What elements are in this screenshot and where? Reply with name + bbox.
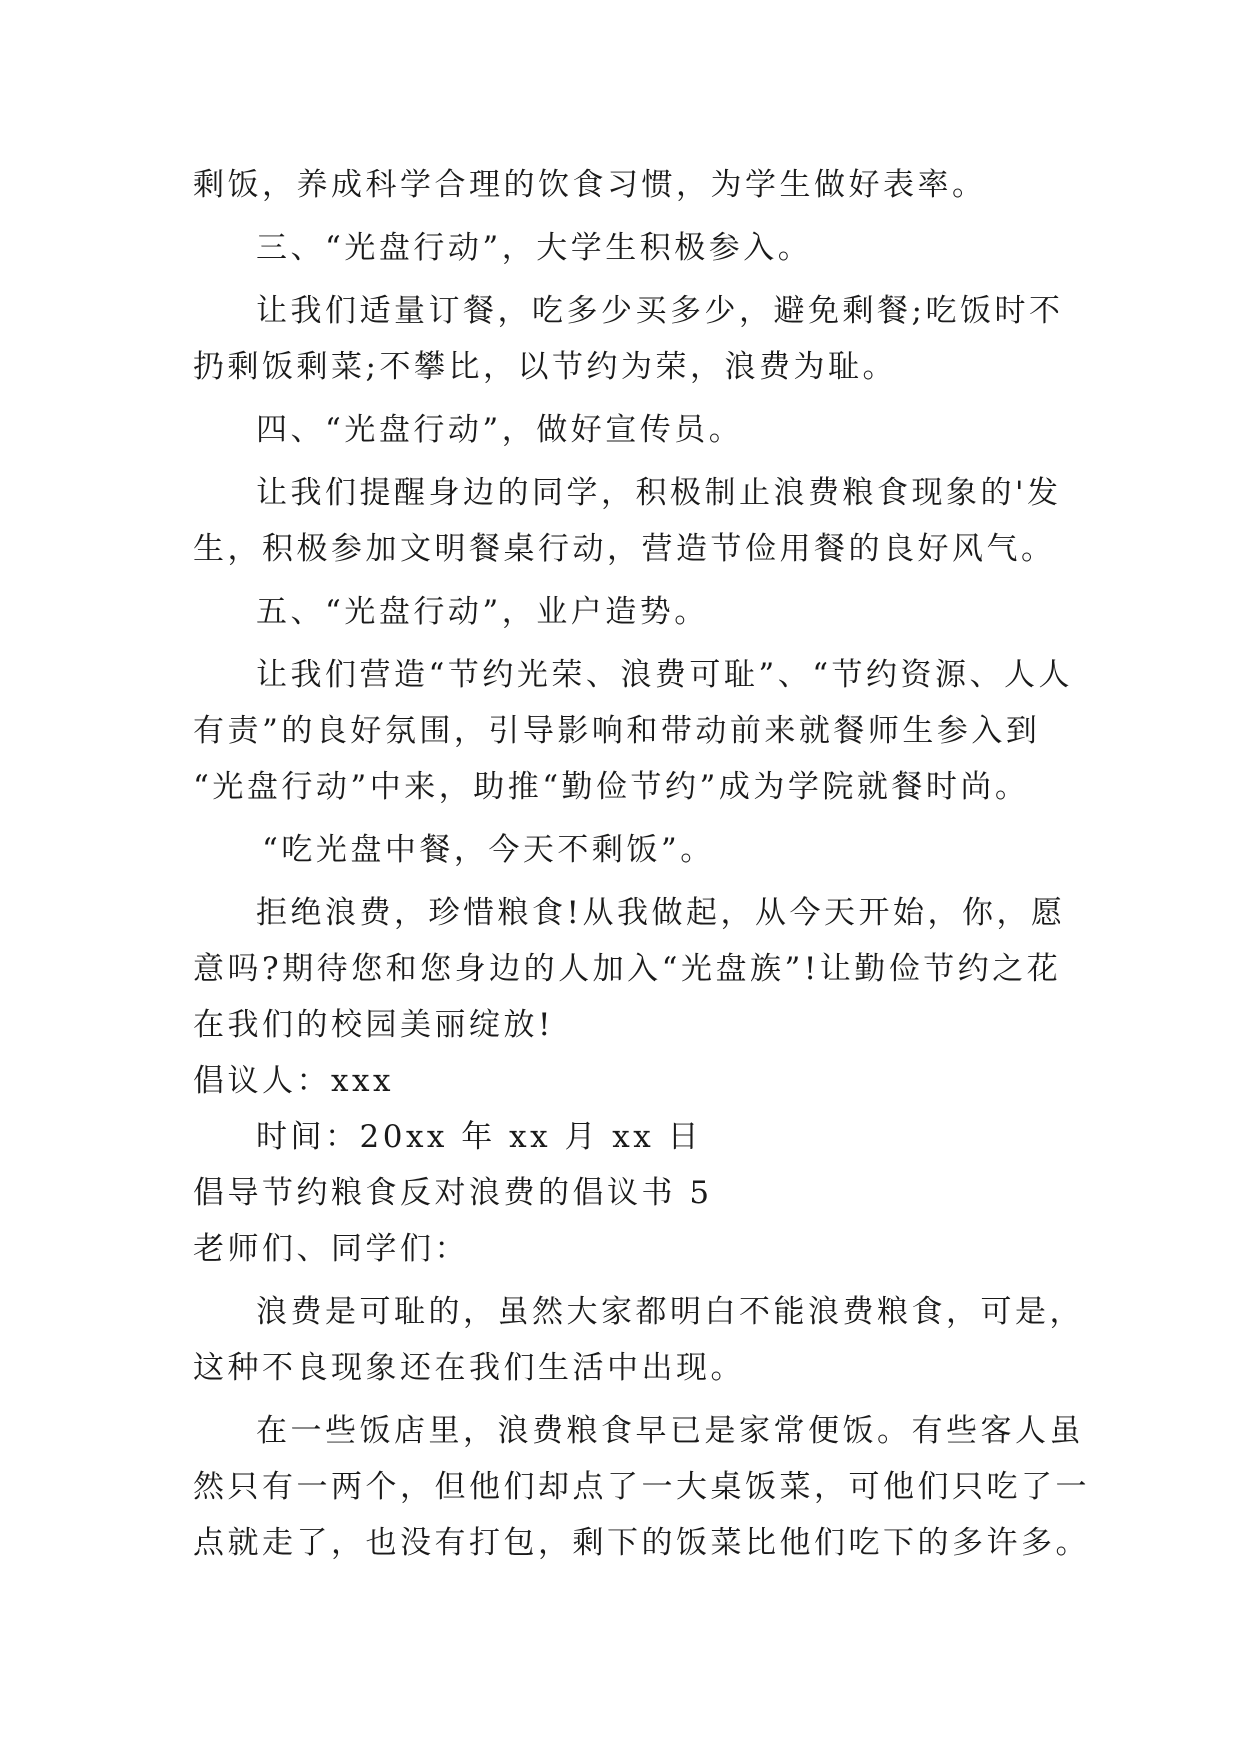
paragraph-line: “光盘行动”中来，助推“勤俭节约”成为学院就餐时尚。 — [193, 769, 1030, 805]
date-line: 时间：20xx 年 xx 月 xx 日 — [256, 1119, 703, 1155]
paragraph-line: 意吗?期待您和您身边的人加入“光盘族”!让勤俭节约之花 — [193, 951, 1062, 987]
paragraph-line: 扔剩饭剩菜;不攀比，以节约为荣，浪费为耻。 — [193, 349, 897, 385]
salutation: 老师们、同学们： — [193, 1231, 469, 1267]
section-heading: 三、“光盘行动”，大学生积极参入。 — [256, 230, 813, 266]
slogan-line: “吃光盘中餐，今天不剩饭”。 — [262, 832, 715, 868]
paragraph-line: 在一些饭店里，浪费粮食早已是家常便饭。有些客人虽 — [256, 1413, 1084, 1449]
paragraph-line: 点就走了，也没有打包，剩下的饭菜比他们吃下的多许多。 — [193, 1525, 1090, 1561]
paragraph-line: 生，积极参加文明餐桌行动，营造节俭用餐的良好风气。 — [193, 531, 1056, 567]
paragraph-line: 剩饭，养成科学合理的饮食习惯，为学生做好表率。 — [193, 167, 987, 203]
paragraph-line: 让我们提醒身边的同学，积极制止浪费粮食现象的'发 — [256, 475, 1062, 511]
paragraph-line: 拒绝浪费，珍惜粮食!从我做起，从今天开始，你，愿 — [256, 895, 1066, 931]
paragraph-line: 有责”的良好氛围，引导影响和带动前来就餐师生参入到 — [193, 713, 1041, 749]
section-heading: 五、“光盘行动”，业户造势。 — [256, 594, 709, 630]
paragraph-line: 然只有一两个，但他们却点了一大桌饭菜，可他们只吃了一 — [193, 1469, 1090, 1505]
paragraph-line: 在我们的校园美丽绽放! — [193, 1007, 554, 1043]
paragraph-line: 浪费是可耻的，虽然大家都明白不能浪费粮食，可是， — [256, 1294, 1084, 1330]
document-title: 倡导节约粮食反对浪费的倡议书 5 — [193, 1175, 713, 1211]
section-heading: 四、“光盘行动”，做好宣传员。 — [256, 412, 744, 448]
paragraph-line: 让我们营造“节约光荣、浪费可耻”、“节约资源、人人 — [256, 657, 1074, 693]
signatory-line: 倡议人：xxx — [193, 1063, 394, 1099]
paragraph-line: 这种不良现象还在我们生活中出现。 — [193, 1350, 745, 1386]
paragraph-line: 让我们适量订餐，吃多少买多少，避免剩餐;吃饭时不 — [256, 293, 1064, 329]
